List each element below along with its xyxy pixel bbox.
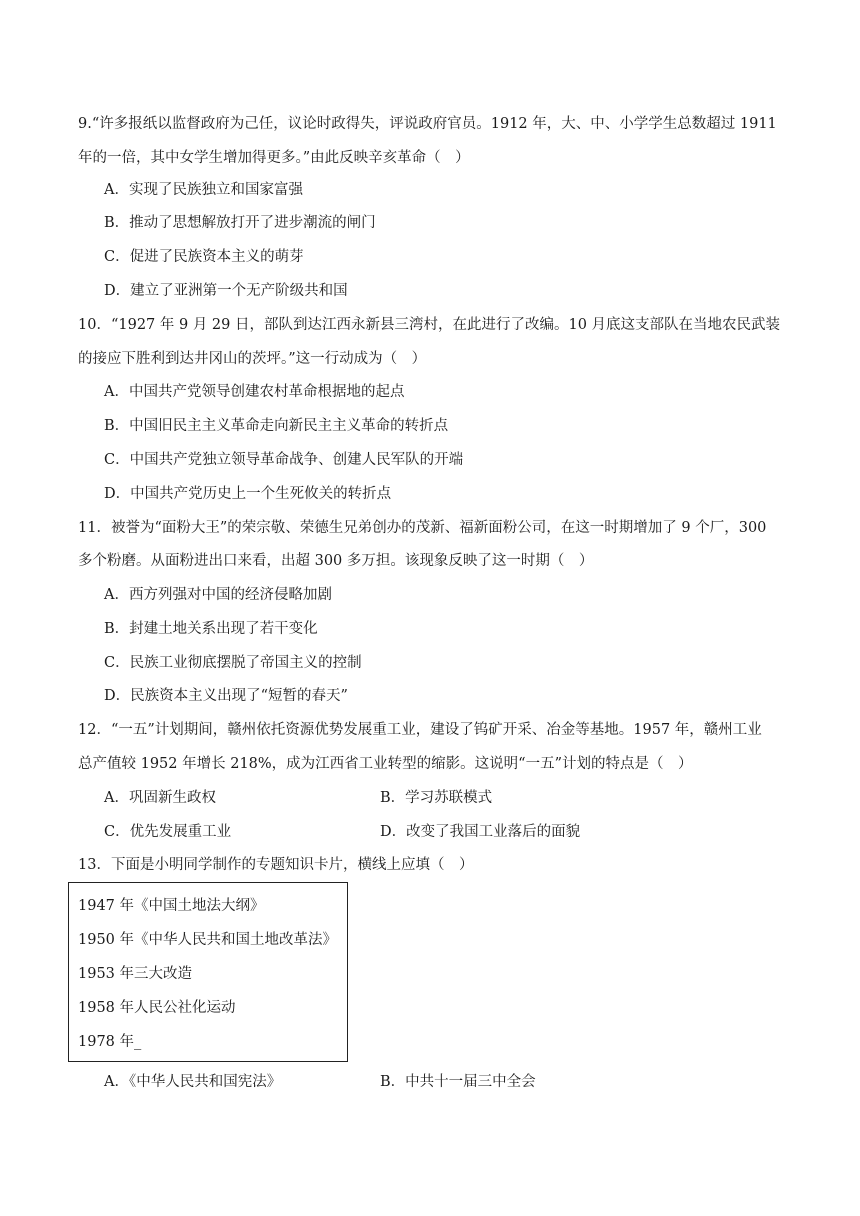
option-b: B．封建土地关系出现了若干变化 — [104, 621, 318, 637]
question-stem-line: 9.“许多报纸以监督政府为己任，议论时政得失，评说政府官员。1912 年，大、中、小学学生总数超过 1911 — [78, 116, 777, 132]
question-stem-line: 的接应下胜利到达井冈山的茨坪。”这一行动成为（ ） — [78, 351, 427, 367]
question-stem-line: 11．被誉为“面粉大王”的荣宗敬、荣德生兄弟创办的茂新、福新面粉公司，在这一时期增加了 9 个厂，300 — [78, 520, 767, 536]
option-c: C．促进了民族资本主义的萌芽 — [104, 249, 304, 265]
knowledge-card — [68, 882, 348, 1062]
option-a: A．巩固新生政权 — [104, 790, 216, 806]
option-a: A．中国共产党领导创建农村革命根据地的起点 — [104, 384, 405, 400]
question-stem-line: 总产值较 1952 年增长 218%，成为江西省工业转型的缩影。这说明“一五”计划的特点是（ ） — [78, 756, 693, 772]
question-stem-line: 年的一倍，其中女学生增加得更多。”由此反映辛亥革命（ ） — [78, 150, 470, 166]
option-d: D．民族资本主义出现了“短暂的春天” — [104, 688, 348, 704]
option-a: A．西方列强对中国的经济侵略加剧 — [104, 587, 332, 603]
option-d: D．建立了亚洲第一个无产阶级共和国 — [104, 283, 348, 299]
option-b: B．中国旧民主主义革命走向新民主主义革命的转折点 — [104, 418, 449, 434]
question-stem-line: 12．“一五”计划期间，赣州依托资源优势发展重工业，建设了钨矿开采、冶金等基地。1957 年，赣州工业 — [78, 722, 762, 738]
card-entry: 1947 年《中国土地法大纲》 — [78, 898, 265, 914]
option-b: B．学习苏联模式 — [380, 790, 493, 806]
question-stem-line: 多个粉磨。从面粉进出口来看，出超 300 多万担。该现象反映了这一时期（ ） — [78, 553, 594, 569]
option-b: B．推动了思想解放打开了进步潮流的闸门 — [104, 215, 376, 231]
option-c: C．优先发展重工业 — [104, 824, 232, 840]
question-stem-line: 10．“1927 年 9 月 29 日，部队到达江西永新县三湾村，在此进行了改编。10 月底这支部队在当地农民武装 — [78, 317, 781, 333]
option-c: C．民族工业彻底摆脱了帝国主义的控制 — [104, 655, 362, 671]
option-a: A．实现了民族独立和国家富强 — [104, 182, 303, 198]
option-a: A．《中华人民共和国宪法》 — [104, 1074, 282, 1090]
option-d: D．改变了我国工业落后的面貌 — [380, 824, 581, 840]
card-entry: 1953 年三大改造 — [78, 966, 193, 982]
card-entry: 1950 年《中华人民共和国土地改革法》 — [78, 932, 338, 948]
option-b: B．中共十一届三中全会 — [380, 1074, 536, 1090]
card-entry: 1958 年人民公社化运动 — [78, 1000, 236, 1016]
option-c: C．中国共产党独立领导革命战争、创建人民军队的开端 — [104, 452, 464, 468]
question-stem-line: 13．下面是小明同学制作的专题知识卡片，横线上应填（ ） — [78, 857, 474, 873]
card-entry-blank: 1978 年_ — [78, 1034, 142, 1050]
option-d: D．中国共产党历史上一个生死攸关的转折点 — [104, 486, 392, 502]
